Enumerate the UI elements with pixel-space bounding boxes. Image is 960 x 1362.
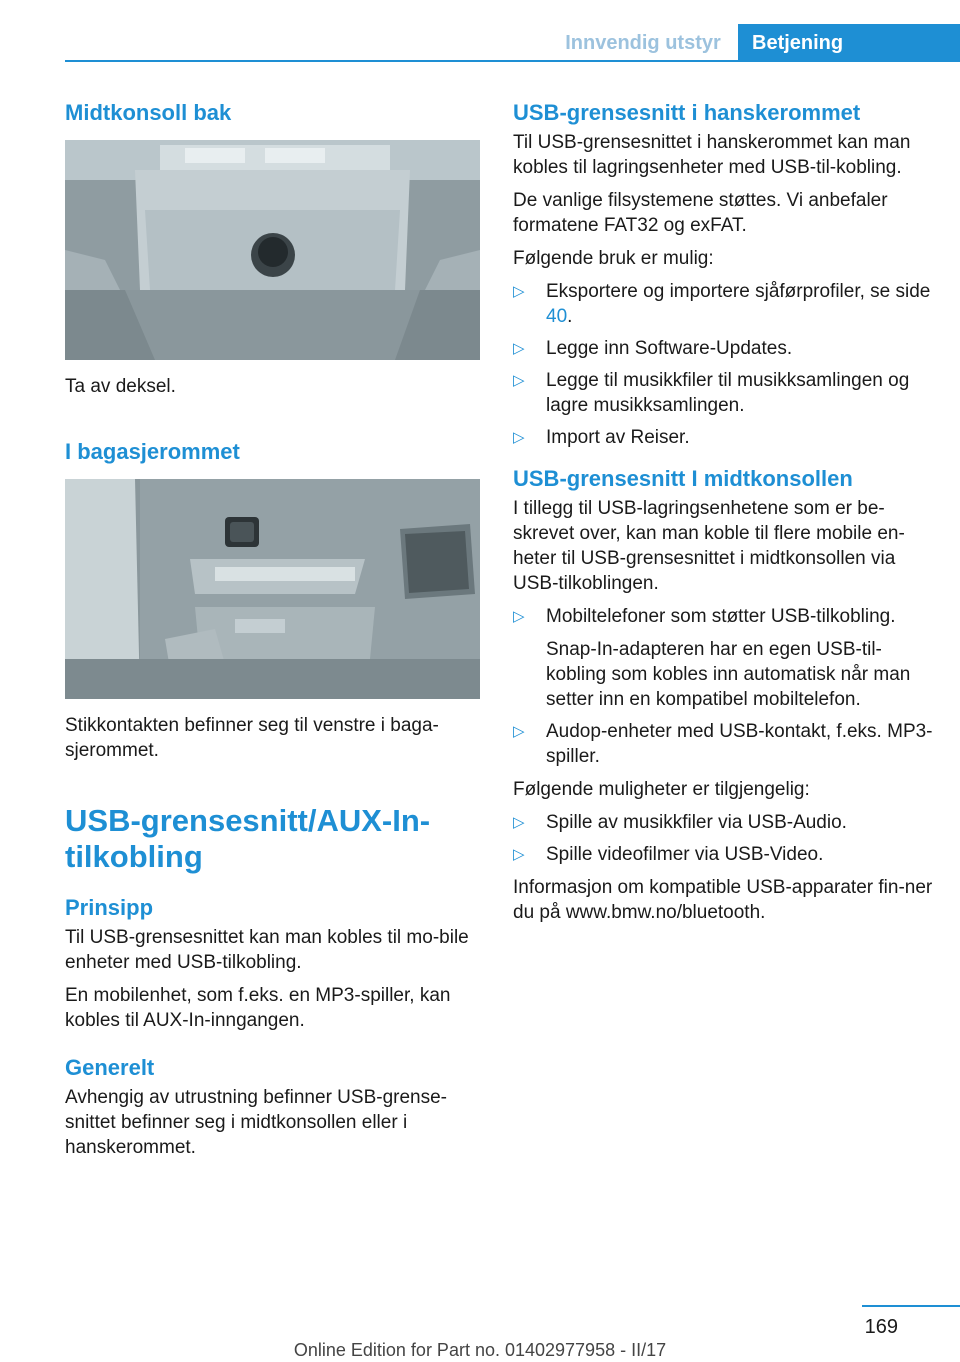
triangle-bullet-icon: ▷ — [513, 814, 525, 831]
paragraph-glovebox-3: Følgende bruk er mulig: — [513, 248, 714, 269]
paragraph-glovebox-1: Til USB-grensesnittet i hanskerommet kan man kobles til lagringsenheter med USB-til-kobling. — [513, 132, 911, 178]
paragraph-glovebox-2: De vanlige filsystemene støttes. Vi anbefaler formatene FAT32 og exFAT. — [513, 190, 888, 236]
usage-list — [513, 279, 933, 450]
triangle-bullet-icon: ▷ — [513, 429, 525, 446]
footer-rule — [862, 1305, 960, 1307]
triangle-bullet-icon: ▷ — [513, 608, 525, 625]
options-list — [513, 810, 933, 867]
list-item: ▷ Mobiltelefoner som støtter USB-tilkobling. Snap-In-adapteren har en egen USB-til-kobling som kobles inn automatisk når man setter inn en kompatibel mobiltelefon. — [513, 604, 933, 712]
luggage-compartment-image — [65, 479, 480, 699]
chapter-tab[interactable]: Betjening — [738, 24, 960, 62]
paragraph-generelt: Avhengig av utrustning befinner USB-grense-snittet befinner seg i midtkonsollen eller i hanskerommet. — [65, 1087, 447, 1158]
list-item: ▷ Spille videofilmer via USB-Video. — [513, 844, 824, 865]
heading-generelt: Generelt — [65, 1055, 155, 1080]
heading-usb-glovebox: USB-grensesnitt i hanskerommet — [513, 100, 861, 125]
list-item: ▷ Eksportere og importere sjåførprofiler, se side 40. — [513, 281, 931, 327]
page-footer — [0, 1300, 960, 1362]
paragraph-compatibility-info: Informasjon om kompatible USB-apparater fin-ner du på www.bmw.no/bluetooth. — [513, 877, 933, 923]
rear-console-image — [65, 140, 480, 360]
triangle-bullet-icon: ▷ — [513, 283, 525, 300]
header-rule — [65, 60, 960, 62]
paragraph-center-console: I tillegg til USB-lagringsenhetene som er be-skrevet over, kan man koble til flere mobile en-heter til USB-grensesnittet i midtkonsollen via USB-tilkoblingen. — [513, 498, 905, 594]
list-item: ▷ Legge til musikkfiler til musikksamlingen og lagre musikksamlingen. — [513, 370, 910, 416]
caption-remove-cover: Ta av deksel. — [65, 376, 176, 397]
section-tab[interactable]: Innvendig utstyr — [565, 32, 721, 54]
paragraph-options-intro: Følgende muligheter er tilgjengelig: — [513, 779, 810, 800]
page-number: 169 — [864, 1316, 898, 1338]
list-item-note: Snap-In-adapteren har en egen USB-til-kobling som kobles inn automatisk når man setter inn en kompatibel mobiltelefon. — [546, 639, 911, 710]
paragraph-prinsipp-2: En mobilenhet, som f.eks. en MP3-spiller, kan kobles til AUX-In-inngangen. — [65, 985, 451, 1031]
page-reference-link[interactable]: 40 — [546, 306, 568, 327]
list-item: ▷ Legge inn Software-Updates. — [513, 338, 793, 359]
heading-usb-center-console: USB-grensesnitt I midtkonsollen — [513, 466, 853, 491]
caption-socket-location: Stikkontakten befinner seg til venstre i baga-sjerommet. — [65, 715, 439, 761]
triangle-bullet-icon: ▷ — [513, 846, 525, 863]
paragraph-prinsipp-1: Til USB-grensesnittet kan man kobles til mo-bile enheter med USB-tilkobling. — [65, 927, 469, 973]
heading-midtkonsoll: Midtkonsoll bak — [65, 100, 232, 125]
heading-bagasjerommet: I bagasjerommet — [65, 439, 240, 464]
list-item: ▷ Import av Reiser. — [513, 427, 690, 448]
triangle-bullet-icon: ▷ — [513, 340, 525, 357]
left-column — [65, 100, 485, 1168]
triangle-bullet-icon: ▷ — [513, 372, 525, 389]
triangle-bullet-icon: ▷ — [513, 723, 525, 740]
edition-note: Online Edition for Part no. 01402977958 - II/17 — [293, 1340, 667, 1360]
right-column — [513, 100, 933, 933]
list-item: ▷ Spille av musikkfiler via USB-Audio. — [513, 812, 847, 833]
heading-usb-aux: USB-grensesnitt/AUX-In-tilkobling — [65, 803, 431, 874]
page-header — [0, 0, 960, 62]
device-list — [513, 604, 933, 769]
heading-prinsipp: Prinsipp — [65, 895, 154, 920]
list-item: ▷ Audop-enheter med USB-kontakt, f.eks. MP3-spiller. — [513, 721, 933, 767]
